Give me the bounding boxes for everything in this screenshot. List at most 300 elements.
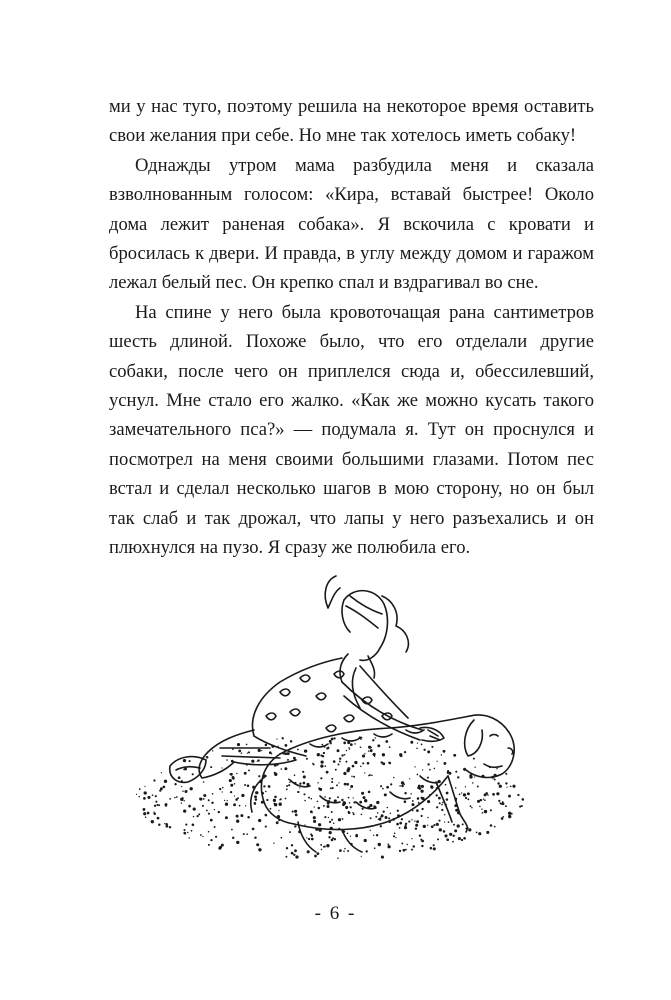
ground-speck: [342, 818, 344, 820]
ground-speck: [176, 796, 178, 798]
ground-speck: [303, 782, 306, 785]
ground-speck: [326, 844, 329, 847]
ground-speck: [352, 765, 355, 768]
ground-speck: [329, 821, 331, 823]
ground-speck: [285, 798, 287, 800]
ground-speck: [390, 813, 391, 814]
ground-speck: [431, 746, 433, 748]
ground-speck: [339, 849, 342, 852]
ground-speck: [499, 802, 501, 804]
ground-speck: [482, 812, 484, 814]
ground-speck: [318, 787, 320, 789]
ground-speck: [389, 746, 391, 748]
ground-speck: [346, 761, 348, 763]
ground-speck: [299, 783, 301, 785]
ground-speck: [230, 784, 233, 787]
ground-speck: [401, 842, 403, 844]
ground-speck: [333, 760, 336, 763]
ground-speck: [234, 795, 235, 796]
ground-speck: [200, 834, 202, 836]
ground-speck: [496, 768, 497, 769]
ground-speck: [375, 816, 377, 818]
ground-speck: [441, 809, 443, 811]
ground-speck: [286, 847, 288, 849]
ground-speck: [369, 774, 371, 776]
ground-speck: [344, 783, 347, 786]
ground-speck: [369, 804, 372, 807]
ground-speck: [399, 827, 401, 829]
ground-speck: [383, 811, 385, 813]
ground-speck: [401, 818, 403, 820]
ground-speck: [183, 759, 186, 762]
ground-speck: [403, 783, 405, 785]
ground-speck: [154, 805, 156, 807]
ground-speck: [336, 784, 338, 786]
ground-speck: [317, 782, 318, 783]
ground-speck: [297, 749, 299, 751]
ground-speck: [294, 825, 296, 827]
ground-speck: [338, 782, 339, 783]
ground-speck: [427, 763, 429, 765]
ground-speck: [329, 831, 332, 834]
ground-speck: [289, 781, 290, 782]
ground-speck: [174, 783, 176, 785]
ground-speck: [372, 739, 374, 741]
ground-speck: [338, 818, 341, 821]
ground-speck: [313, 820, 316, 823]
ground-speck: [329, 797, 331, 799]
ground-speck: [413, 845, 415, 847]
ground-speck: [226, 759, 228, 761]
ground-speck: [294, 810, 297, 813]
ground-speck: [152, 794, 154, 796]
ground-speck: [303, 793, 305, 795]
ground-speck: [314, 806, 315, 807]
ground-speck: [376, 801, 379, 804]
ground-speck: [387, 807, 389, 809]
ground-speck: [441, 804, 443, 806]
ground-speck: [281, 768, 283, 770]
ground-speck: [347, 850, 349, 852]
ground-speck: [254, 836, 256, 838]
ground-speck: [453, 824, 455, 826]
ground-speck: [350, 788, 351, 789]
ground-speck: [196, 815, 198, 817]
ground-speck: [380, 785, 382, 787]
ground-speck: [381, 814, 384, 817]
ground-speck: [353, 776, 355, 778]
ground-speck: [416, 820, 419, 823]
ground-speck: [292, 811, 294, 813]
ground-speck: [274, 796, 277, 799]
ground-speck: [231, 829, 233, 831]
ground-speck: [247, 785, 250, 788]
ground-speck: [502, 802, 505, 805]
ground-speck: [311, 838, 314, 841]
ground-speck: [208, 813, 210, 815]
ground-speck: [241, 752, 242, 753]
ground-speck: [320, 754, 322, 756]
ground-speck: [188, 805, 191, 808]
ground-speck: [278, 810, 279, 811]
ground-speck: [159, 789, 161, 791]
ground-speck: [343, 772, 346, 775]
ground-speck: [274, 803, 276, 805]
ground-speck: [373, 835, 374, 836]
ground-speck: [397, 810, 399, 812]
ground-speck: [447, 770, 449, 772]
ground-speck: [273, 843, 274, 844]
ground-speck: [214, 826, 216, 828]
ground-speck: [359, 801, 362, 804]
ground-speck: [477, 800, 480, 803]
ground-speck: [182, 790, 183, 791]
ground-speck: [461, 792, 462, 793]
ground-speck: [326, 771, 329, 774]
ground-speck: [423, 749, 425, 751]
ground-speck: [192, 773, 194, 775]
ground-speck: [169, 798, 171, 800]
ground-speck: [399, 753, 402, 756]
ground-speck: [443, 762, 446, 765]
ground-speck: [147, 796, 150, 799]
ground-speck: [360, 746, 362, 748]
ground-speck: [227, 800, 228, 801]
ground-speck: [483, 798, 484, 799]
ground-speck: [436, 823, 439, 826]
ground-speck: [266, 799, 268, 801]
ground-speck: [234, 783, 236, 785]
ground-speck: [279, 799, 280, 800]
ground-speck: [247, 816, 250, 819]
ground-speck: [236, 820, 239, 823]
ground-speck: [185, 790, 188, 793]
ground-speck: [232, 776, 235, 779]
ground-speck: [366, 850, 368, 852]
ground-speck: [245, 805, 246, 806]
ground-speck: [265, 814, 268, 817]
ground-speck: [320, 844, 322, 846]
ground-speck: [202, 805, 204, 807]
ground-speck: [304, 749, 307, 752]
ground-speck: [442, 802, 444, 804]
ground-speck: [490, 824, 493, 827]
ground-speck: [438, 820, 440, 822]
ground-speck: [240, 814, 243, 817]
ground-speck: [377, 744, 380, 747]
ground-speck: [455, 771, 457, 773]
ground-speck: [318, 823, 321, 826]
ground-speck: [248, 751, 250, 753]
ground-speck: [337, 857, 339, 859]
ground-speck: [388, 762, 390, 764]
ground-speck: [457, 824, 460, 827]
ground-speck: [410, 741, 413, 744]
ground-speck: [503, 816, 504, 817]
ground-speck: [273, 799, 276, 802]
ground-speck: [395, 837, 396, 838]
ground-speck: [181, 802, 182, 803]
ground-speck: [387, 844, 389, 846]
ground-speck: [412, 800, 414, 802]
ground-speck: [487, 794, 489, 796]
page-number: - 6 -: [314, 903, 357, 924]
ground-speck: [303, 775, 306, 778]
ground-speck: [362, 808, 364, 810]
ground-speck: [334, 737, 336, 739]
ground-speck: [183, 832, 186, 835]
ground-speck: [343, 851, 345, 853]
ground-speck: [210, 766, 212, 768]
ground-speck: [485, 792, 488, 795]
ground-speck: [404, 800, 407, 803]
ground-speck: [421, 808, 423, 810]
ground-speck: [328, 817, 329, 818]
ground-speck: [222, 787, 224, 789]
ground-speck: [414, 820, 415, 821]
ground-speck: [430, 785, 433, 788]
ground-speck: [306, 837, 307, 838]
ground-speck: [328, 836, 330, 838]
ground-speck: [463, 837, 466, 840]
ground-speck: [498, 800, 500, 802]
ground-speck: [236, 841, 239, 844]
ground-speck: [192, 823, 195, 826]
ground-speck: [316, 852, 319, 855]
ground-speck: [208, 831, 210, 833]
ground-speck: [377, 812, 379, 814]
ground-speck: [183, 809, 186, 812]
ground-speck: [517, 794, 519, 796]
ground-speck: [257, 759, 259, 761]
ground-speck: [144, 791, 147, 794]
ground-speck: [416, 747, 418, 749]
ground-speck: [145, 816, 147, 818]
ground-speck: [258, 749, 261, 752]
ground-speck: [421, 744, 423, 746]
ground-speck: [505, 782, 507, 784]
ground-speck: [362, 754, 365, 757]
ground-speck: [370, 830, 371, 831]
paragraph-3: На спине у него была кровоточащая рана сантиметров шесть длиной. Похоже было, что его отделали другие собаки, после чего он приплелся сюда и, обессилевший, уснул. Мне стало его жалко. «Как же можно кусать такого замечательного пса?» — подумала я. Тут он проснулся и посмотрел на меня своими большими глазами. Потом пес встал и сделал несколько шагов в мою сторону, но он был так слаб и так дрожал, что лапы у него разъехались и он плюхнулся на пузо. Я сразу же полюбила его.: [109, 301, 594, 559]
ground-speck: [324, 765, 326, 767]
ground-speck: [382, 788, 384, 790]
paragraph-1: ми у нас туго, поэтому решила на некоторое время оставить свои желания при себе. Но мне так хотелось иметь собаку!: [109, 96, 594, 147]
ground-speck: [421, 790, 424, 793]
ground-speck: [246, 744, 248, 746]
ground-speck: [476, 832, 478, 834]
ground-speck: [237, 743, 240, 746]
ground-speck: [441, 754, 442, 755]
ground-speck: [461, 839, 463, 841]
ground-speck: [417, 774, 419, 776]
ground-speck: [344, 848, 346, 850]
ground-speck: [370, 749, 373, 752]
ground-speck: [239, 805, 241, 807]
ground-speck: [362, 762, 364, 764]
ground-speck: [341, 799, 343, 801]
ground-speck: [484, 810, 487, 813]
ground-speck: [376, 834, 378, 836]
ground-speck: [399, 822, 402, 825]
ground-speck: [419, 835, 421, 837]
ground-speck: [294, 849, 297, 852]
ground-speck: [294, 774, 296, 776]
ground-speck: [345, 806, 348, 809]
ground-speck: [380, 761, 382, 763]
ground-speck: [174, 797, 176, 799]
ground-speck: [202, 836, 203, 837]
ground-speck: [437, 838, 439, 840]
ground-speck: [348, 747, 349, 748]
ground-speck: [144, 786, 145, 787]
ground-speck: [481, 808, 482, 809]
ground-speck: [350, 836, 351, 837]
ground-speck: [384, 793, 387, 796]
ground-speck: [155, 801, 157, 803]
ground-speck: [423, 825, 426, 828]
ground-speck: [378, 843, 381, 846]
ground-speck: [385, 816, 388, 819]
ground-speck: [367, 762, 370, 765]
ground-speck: [427, 777, 429, 779]
ground-speck: [364, 753, 365, 754]
ground-speck: [307, 850, 310, 853]
ground-speck: [181, 786, 182, 787]
ground-speck: [165, 803, 168, 806]
ground-speck: [321, 849, 322, 850]
ground-speck: [295, 814, 298, 817]
ground-speck: [374, 737, 375, 738]
ground-speck: [280, 837, 282, 839]
ground-speck: [474, 776, 475, 777]
ground-speck: [293, 854, 295, 856]
ground-speck: [198, 813, 200, 815]
ground-speck: [169, 826, 171, 828]
ground-speck: [405, 824, 407, 826]
ground-speck: [295, 855, 298, 858]
ground-speck: [334, 838, 336, 840]
ground-speck: [353, 813, 355, 815]
ground-speck: [308, 797, 310, 799]
ground-speck: [465, 797, 467, 799]
ground-speck: [473, 758, 475, 760]
ground-speck: [190, 787, 193, 790]
ground-speck: [232, 837, 234, 839]
ground-speck: [399, 850, 401, 852]
ground-speck: [238, 749, 241, 752]
ground-speck: [329, 740, 332, 743]
ground-speck: [153, 811, 154, 812]
ground-speck: [494, 826, 496, 828]
ground-speck: [269, 751, 272, 754]
ground-speck: [236, 773, 237, 774]
ground-speck: [210, 819, 213, 822]
ground-speck: [139, 788, 141, 790]
ground-speck: [189, 760, 191, 762]
ground-speck: [347, 767, 350, 770]
ground-speck: [404, 792, 406, 794]
ground-speck: [364, 839, 367, 842]
ground-speck: [486, 831, 489, 834]
ground-speck: [368, 750, 369, 751]
ground-speck: [229, 779, 232, 782]
ground-speck: [406, 844, 407, 845]
ground-speck: [331, 778, 333, 780]
ground-speck: [244, 772, 247, 775]
ground-speck: [229, 773, 230, 774]
ground-speck: [458, 837, 461, 840]
ground-speck: [265, 744, 268, 747]
ground-speck: [350, 743, 353, 746]
ground-speck: [499, 785, 502, 788]
ground-speck: [443, 750, 446, 753]
ground-speck: [318, 807, 321, 810]
ground-speck: [449, 833, 452, 836]
ground-speck: [455, 787, 457, 789]
ground-speck: [337, 796, 339, 798]
ground-speck: [163, 786, 166, 789]
ground-speck: [161, 772, 162, 773]
ground-speck: [472, 782, 474, 784]
ground-speck: [361, 792, 364, 795]
ground-speck: [364, 799, 367, 802]
ground-speck: [244, 784, 246, 786]
ground-speck: [183, 800, 184, 801]
ground-speck: [346, 783, 349, 786]
ground-speck: [427, 750, 430, 753]
ground-speck: [263, 785, 265, 787]
ground-speck: [502, 801, 504, 803]
ground-speck: [331, 781, 333, 783]
ground-speck: [251, 760, 254, 763]
ground-speck: [431, 825, 434, 828]
ground-speck: [323, 846, 325, 848]
ground-speck: [139, 796, 141, 798]
ground-speck: [304, 800, 306, 802]
ground-speck: [193, 808, 196, 811]
ground-speck: [212, 750, 213, 751]
ground-speck: [418, 802, 420, 804]
ground-speck: [268, 785, 271, 788]
ground-speck: [310, 810, 313, 813]
ground-speck: [317, 801, 319, 803]
ground-speck: [368, 791, 371, 794]
ground-speck: [143, 797, 146, 800]
ground-speck: [274, 772, 276, 774]
ground-speck: [388, 817, 390, 819]
ground-speck: [166, 825, 169, 828]
ground-speck: [339, 760, 341, 762]
ground-speck: [508, 812, 511, 815]
ground-speck: [348, 811, 351, 814]
ground-speck: [203, 794, 206, 797]
ground-speck: [433, 844, 435, 846]
ground-speck: [338, 764, 340, 766]
ground-speck: [323, 805, 325, 807]
ground-speck: [279, 803, 282, 806]
ground-speck: [342, 803, 345, 806]
ground-speck: [337, 749, 340, 752]
ground-speck: [247, 752, 248, 753]
ground-speck: [471, 807, 472, 808]
ground-speck: [354, 743, 356, 745]
ground-speck: [183, 829, 185, 831]
ground-speck: [313, 816, 316, 819]
ground-speck: [387, 845, 390, 848]
ground-speck: [446, 838, 449, 841]
ground-speck: [508, 795, 511, 798]
